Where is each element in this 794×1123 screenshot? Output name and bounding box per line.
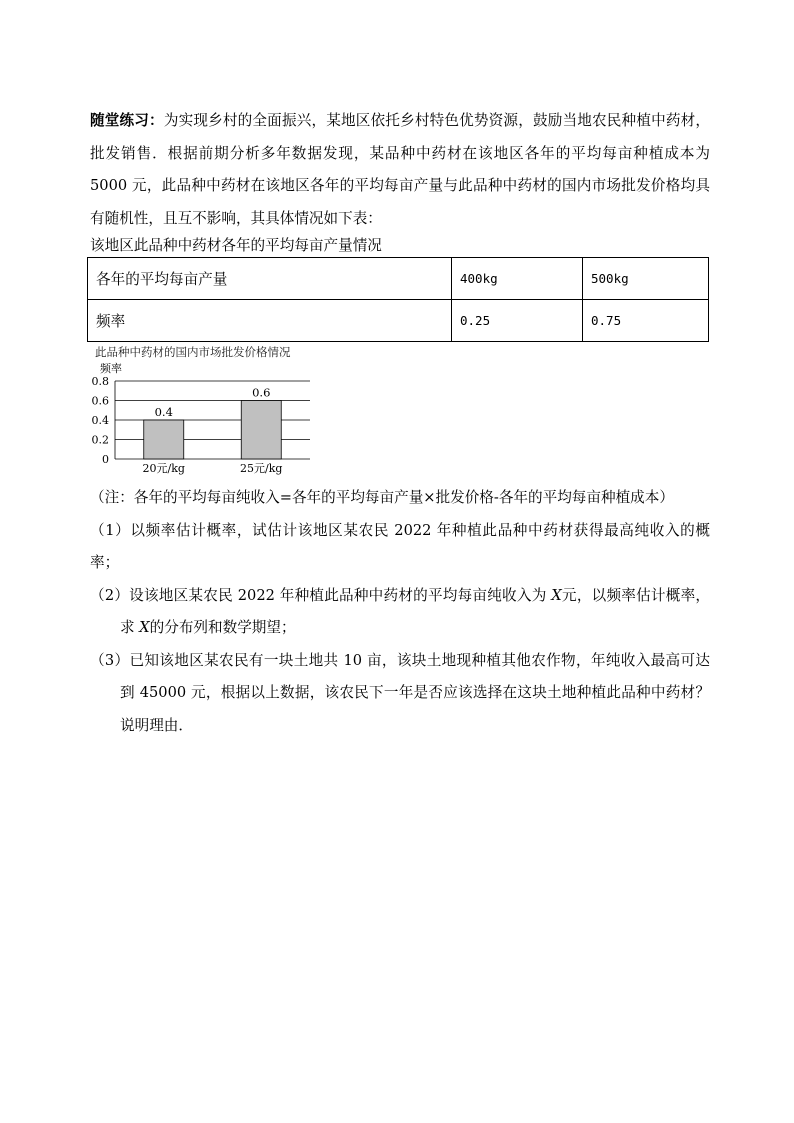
chart-svg — [85, 362, 345, 482]
chart-title: 此品种中药材的国内市场批发价格情况 — [95, 345, 291, 359]
question-number: （2） — [90, 586, 130, 604]
y-tick-label: 0.2 — [91, 433, 109, 447]
question-text: 已知该地区某农民有一块土地共 10 亩，该块土地现种植其他农作物，年纯收入最高可达到 45000 元，根据以上数据，该农民下一年是否应该选择在这块土地种植此品种中药材？说明理由． — [120, 651, 710, 734]
variable-x: X — [551, 586, 562, 604]
y-tick-label: 0 — [102, 453, 109, 466]
question-text: 以频率估计概率，试估计该地区某农民 2022 年种植此品种中药材获得最高纯收入的概率； — [90, 521, 710, 571]
intro-paragraph — [90, 105, 710, 235]
price-chart — [85, 342, 710, 482]
question-3 — [90, 645, 710, 743]
variable-x: X — [139, 619, 150, 636]
question-2 — [90, 580, 710, 645]
exercise-label: 随堂练习： — [90, 112, 164, 129]
note-paragraph: （注：各年的平均每亩纯收入=各年的平均每亩产量×批发价格-各年的平均每亩种植成本） — [90, 489, 674, 506]
y-axis-label: 频率 — [100, 362, 122, 375]
yield-table — [87, 257, 709, 342]
question-number: （1） — [90, 521, 131, 539]
intro-text: 为实现乡村的全面振兴，某地区依托乡村特色优势资源，鼓励当地农民种植中药材，批发销售．根据前期分析多年数据发现，某品种中药材在该地区各年的平均每亩种植成本为 5000 元，此品种中药材在该地区各年的平均每亩产量与此品种中药材的国内市场批发价格均具有随机性，且互不影响，其具体情况如下表： — [90, 112, 710, 227]
question-text-b: 元，以频率估计概率，求 — [120, 586, 710, 636]
table-cell: 500kg — [583, 258, 709, 300]
y-tick-label: 0.6 — [91, 394, 109, 408]
question-text-c: 的分布列和数学期望； — [149, 619, 296, 636]
data-label: 0.6 — [252, 385, 271, 400]
document-body — [90, 105, 710, 742]
table-cell: 0.25 — [452, 300, 583, 342]
table-cell: 400kg — [452, 258, 583, 300]
table-cell: 频率 — [88, 300, 452, 342]
question-text-a: 设该地区某农民 2022 年种植此品种中药材的平均每亩纯收入为 — [129, 586, 552, 604]
table-cell: 0.75 — [583, 300, 709, 342]
table-row — [88, 258, 709, 300]
table-caption: 该地区此品种中药材各年的平均每亩产量情况 — [90, 237, 382, 254]
x-tick-label: 25元/kg — [240, 462, 283, 475]
question-number: （3） — [90, 651, 130, 669]
data-label: 0.4 — [154, 405, 173, 419]
table-cell: 各年的平均每亩产量 — [88, 258, 452, 300]
y-tick-label: 0.8 — [91, 375, 109, 388]
table-row — [88, 300, 709, 342]
bar — [144, 420, 184, 459]
question-1 — [90, 515, 710, 580]
bar — [241, 401, 281, 460]
y-tick-label: 0.4 — [91, 414, 109, 427]
x-tick-label: 20元/kg — [142, 462, 185, 475]
